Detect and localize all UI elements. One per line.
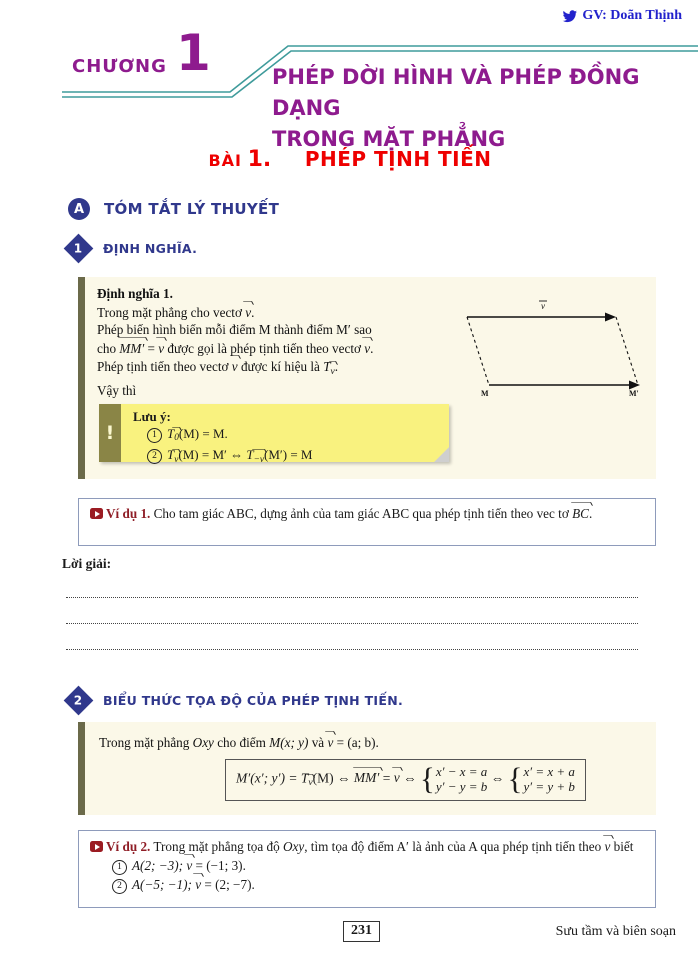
example-2-point: A(−5; −1); (132, 876, 196, 892)
example-2-value: = (2; −7). (201, 876, 255, 892)
chapter-number: 1 (176, 24, 211, 82)
coordinate-formula (225, 759, 586, 801)
coordinate-expression-box (78, 722, 656, 815)
vector-v: v (327, 735, 334, 750)
footer-credit: Sưu tầm và biên soạn (555, 924, 676, 939)
example-1-box (78, 498, 656, 546)
section-a-badge: A (68, 198, 90, 220)
case-1-row-1: x′ − x = a (435, 763, 488, 779)
circled-number: 2 (112, 879, 127, 894)
note-T: T (167, 446, 175, 462)
note-T-subscript: v (174, 451, 178, 469)
example-2-item (112, 875, 645, 894)
author-name: GV: Doãn Thịnh (582, 8, 682, 23)
example-2-point: A(2; −3); (132, 857, 187, 873)
formula-lhs: M′(x′; y′) = (236, 770, 301, 786)
subsection-1-heading (68, 238, 197, 259)
example-1-label: Ví dụ 1. (106, 506, 151, 521)
parallelogram-diagram (453, 295, 653, 400)
youtube-icon (90, 841, 103, 852)
oxy-label: Oxy (192, 735, 214, 750)
circled-number: 2 (147, 449, 162, 464)
subsection-2-badge-text: 2 (74, 693, 83, 708)
note-rest: (M) = M′ ⇔ (178, 446, 247, 462)
vector-v: v (231, 359, 238, 374)
formula-iff-2: ⇔ (487, 770, 508, 786)
exclamation-icon: ! (99, 404, 121, 462)
lesson-number: 1. (247, 147, 272, 172)
case-2-row-1: x′ = x + a (523, 763, 575, 779)
figure-label-m-prime: M' (629, 389, 639, 398)
formula-iff-1: ⇔ (399, 770, 420, 786)
subsection-1-badge-text: 1 (74, 241, 83, 256)
definition-box (78, 277, 656, 479)
chapter-header (0, 24, 700, 151)
subsection-2-label: BIỂU THỨC TỌA ĐỘ CỦA PHÉP TỊNH TIẾN. (103, 693, 404, 708)
brace-icon: { (507, 761, 523, 797)
case-2-row-2: y′ = y + b (523, 779, 575, 794)
formula-T: T (300, 770, 309, 786)
definition-line-3: cho MM′ = v được gọi là phép tịnh tiến theo vectơ v. (97, 340, 374, 356)
example-2-label: Ví dụ 2. (106, 839, 151, 854)
vector-bc: BC (572, 506, 589, 521)
example-2-text-cont: tiến theo v biết (555, 839, 634, 854)
example-2-box (78, 830, 656, 908)
twitter-bird-icon (562, 10, 577, 23)
case-system-1 (419, 761, 488, 797)
figure-label-m: M (481, 389, 489, 398)
note-T2: T (246, 446, 254, 462)
coordinate-formula-row (85, 759, 656, 801)
note-rest2: (M′) = M (264, 446, 313, 462)
note-rest: (M) = M. (178, 425, 228, 441)
subsection-2-badge (64, 686, 94, 716)
case-system-2 (507, 761, 575, 797)
page-number: 231 (343, 921, 380, 942)
note-T-subscript: 0 (174, 429, 179, 447)
definition-title: Định nghĩa 1. (97, 286, 173, 301)
circled-number: 1 (147, 428, 162, 443)
example-2-value: = (−1; 3). (192, 857, 246, 873)
note-item (147, 426, 439, 447)
chapter-word: CHƯƠNG (72, 56, 167, 77)
note-T: T (167, 425, 175, 441)
vector-v: v (604, 839, 611, 854)
section-a-heading (68, 198, 279, 220)
oxy-label: Oxy (282, 839, 305, 854)
definition-text (85, 277, 472, 399)
point-m: M(x; y) (269, 735, 309, 750)
definition-line-5: Vậy thì (97, 382, 137, 398)
lesson-name: PHÉP TỊNH TIẾN (304, 147, 492, 171)
formula-equals: = (379, 770, 394, 786)
solution-label: Lời giải: (62, 556, 112, 571)
note-box (99, 404, 449, 465)
vector-mm-prime: MM′ (119, 340, 145, 356)
vector-v: v (364, 340, 371, 356)
youtube-icon (90, 508, 103, 519)
subsection-1-label: ĐỊNH NGHĨA. (103, 241, 198, 256)
example-2-item (112, 856, 645, 875)
example-2-text: Trong mặt phẳng tọa độ Oxy, tìm tọa độ điểm A′ là ảnh của A qua phép tịnh (153, 839, 553, 854)
vector-v: v (195, 876, 202, 892)
blank-write-line (66, 597, 638, 598)
vector-v: v (158, 340, 165, 356)
chapter-title (272, 62, 697, 155)
blank-write-line (66, 649, 638, 650)
vector-v: v (186, 857, 193, 873)
chapter-title-line2: TRONG MẶT PHẲNG (272, 127, 506, 151)
note-item (147, 447, 439, 468)
section-a-label: TÓM TẮT LÝ THUYẾT (104, 200, 280, 218)
formula-T-subscript: v (308, 777, 313, 789)
example-1-text-cont: tơ BC. (558, 506, 593, 521)
definition-line-2: Phép biến hình biến mỗi điểm M thành điểm M′ sao (97, 322, 372, 337)
note-T2-subscript: −v (254, 451, 264, 469)
blank-write-line (66, 623, 638, 624)
lesson-title (0, 147, 700, 172)
formula-vector-v: v (393, 770, 400, 786)
translation-operator: T (323, 359, 331, 374)
figure-vector-label: v (541, 301, 545, 311)
lesson-prefix: BÀI (208, 151, 242, 170)
author-credit (562, 8, 682, 24)
translation-figure (453, 295, 653, 405)
definition-line-1: Trong mặt phẳng cho vectơ v. (97, 304, 255, 320)
circled-number: 1 (112, 860, 127, 875)
formula-vector-mm: MM′ (353, 770, 380, 786)
note-body (121, 404, 449, 465)
case-1-row-2: y′ − y = b (435, 779, 488, 794)
subsection-1-badge (64, 234, 94, 264)
subsection-2-heading (68, 690, 403, 711)
formula-mid: (M) ⇔ (312, 770, 354, 786)
example-1-text: Cho tam giác ABC, dựng ảnh của tam giác ABC qua phép tịnh tiến theo vec (153, 506, 555, 521)
brace-icon: { (419, 761, 435, 797)
vector-v: v (245, 304, 252, 320)
coordinate-intro: Trong mặt phẳng Oxy cho điểm M(x; y) và v = (a; b). (99, 735, 379, 750)
definition-line-4: Phép tịnh tiến theo vectơ v được kí hiệu là Tv. (97, 359, 338, 374)
translation-operator-subscript: v (331, 363, 335, 382)
chapter-title-line1: PHÉP DỜI HÌNH VÀ PHÉP ĐỒNG DẠNG (272, 65, 640, 120)
note-title: Lưu ý: (133, 409, 171, 424)
